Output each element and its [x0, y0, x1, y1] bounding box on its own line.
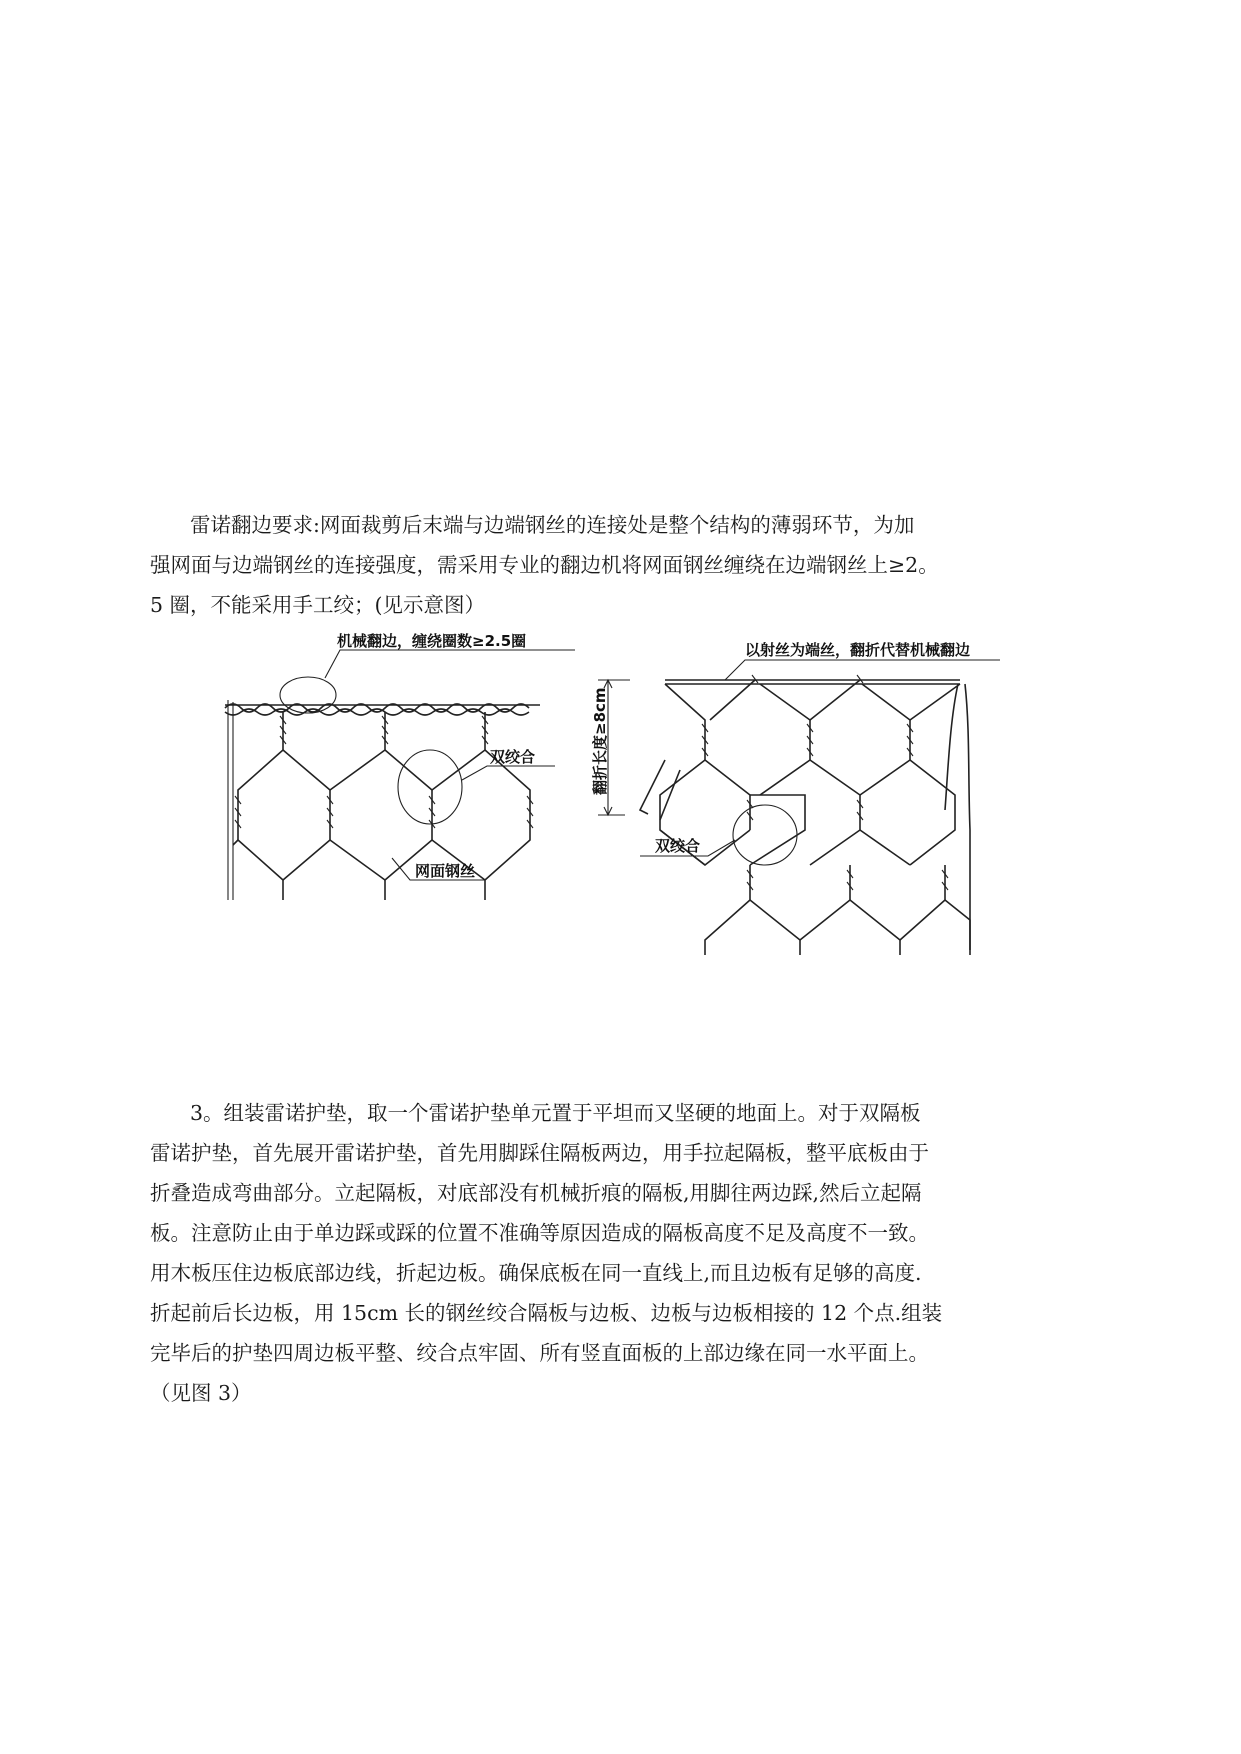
- paragraph-line: （见图 3）: [150, 1381, 252, 1405]
- paragraph-line: 雷诺翻边要求:网面裁剪后末端与边端钢丝的连接处是整个结构的薄弱环节，为加: [190, 513, 915, 537]
- paragraph-line: 强网面与边端钢丝的连接强度，需采用专业的翻边机将网面钢丝缠绕在边端钢丝上≥2。: [150, 553, 939, 577]
- paragraph-line: 雷诺护垫，首先展开雷诺护垫，首先用脚踩住隔板两边，用手拉起隔板，整平底板由于: [150, 1141, 929, 1165]
- right-mesh-diagram: [591, 641, 1000, 955]
- paragraph-line: 3。组装雷诺护垫，取一个雷诺护垫单元置于平坦而又坚硬的地面上。对于双隔板: [190, 1101, 921, 1125]
- flange-highlight-ellipse: [280, 677, 336, 713]
- paragraph-assembly-steps: [150, 1093, 1090, 1413]
- label-fold-length: 翻折长度≥8cm: [591, 687, 609, 795]
- paragraph-line: 板。注意防止由于单边踩或踩的位置不准确等原因造成的隔板高度不足及高度不一致。: [150, 1221, 929, 1245]
- label-mesh-wire: 网面钢丝: [415, 862, 476, 880]
- paragraph-line: 折叠造成弯曲部分。立起隔板，对底部没有机械折痕的隔板,用脚往两边踩,然后立起隔: [150, 1181, 922, 1205]
- label-mechanical-flange: 机械翻边，缠绕圈数≥2.5圈: [337, 632, 527, 650]
- left-mesh-diagram: [225, 632, 575, 900]
- paragraph-line: 5 圈，不能采用手工绞；(见示意图）: [150, 593, 486, 617]
- paragraph-line: 用木板压住边板底部边线，折起边板。确保底板在同一直线上,而且边板有足够的高度.: [150, 1261, 922, 1285]
- twist-highlight-ellipse: [398, 750, 462, 824]
- label-double-twist-right: 双绞合: [655, 837, 701, 855]
- paragraph-line: 折起前后长边板，用 15cm 长的钢丝绞合隔板与边板、边板与边板相接的 12 个点.组装: [150, 1301, 943, 1325]
- label-selvedge-fold: 以射丝为端丝，翻折代替机械翻边: [745, 641, 971, 659]
- paragraph-line: 完毕后的护垫四周边板平整、绞合点牢固、所有竖直面板的上部边缘在同一水平面上。: [150, 1341, 929, 1365]
- label-double-twist-left: 双绞合: [490, 748, 536, 766]
